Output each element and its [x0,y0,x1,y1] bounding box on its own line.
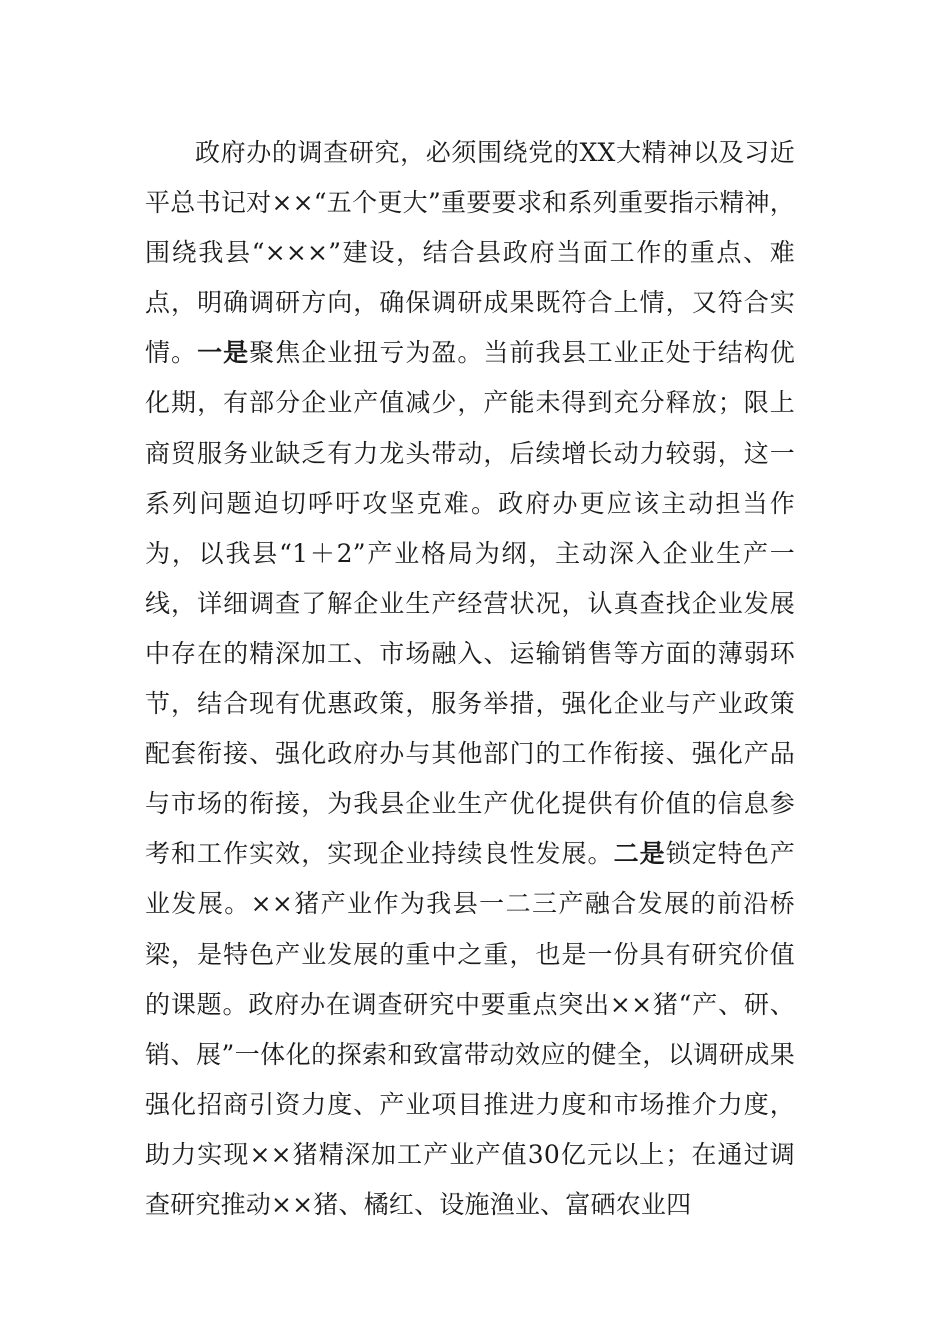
point-two-text: 锁定特色产业发展。××猪产业作为我县一二三产融合发展的前沿桥梁，是特色产业发展的重中之重，也是一份具有研究价值的课题。政府办在调查研究中要重点突出××猪“产、研、销、展”一体化的探索和致富带动效应的健全，以调研成果强化招商引资力度、产业项目推进力度和市场推介力度，助力实现××猪精深加工产业产值30亿元以上；在通过调查研究推动××猪、橘红、设施渔业、富硒农业四 [145,839,796,1219]
point-two-marker: 二是 [613,839,666,869]
body-paragraph [145,128,795,1230]
point-one-text: 聚焦企业扭亏为盈。当前我县工业正处于结构优化期，有部分企业产值减少，产能未得到充分释放；限上商贸服务业缺乏有力龙头带动，后续增长动力较弱，这一系列问题迫切呼吁攻坚克难。政府办更应该主动担当作为，以我县“1＋2”产业格局为纲，主动深入企业生产一线，详细调查了解企业生产经营状况，认真查找企业发展中存在的精深加工、市场融入、运输销售等方面的薄弱环节，结合现有优惠政策，服务举措，强化企业与产业政策配套衔接、强化政府办与其他部门的工作衔接、强化产品与市场的衔接，为我县企业生产优化提供有价值的信息参考和工作实效，实现企业持续良性发展。 [145,338,796,869]
paragraph-intro-text: 政府办的调查研究，必须围绕党的XX大精神以及习近平总书记对××“五个更大”重要要求和系列重要指示精神，围绕我县“×××”建设，结合县政府当面工作的重点、难点，明确调研方向，确保调研成果既符合上情，又符合实情。 [145,138,795,368]
point-one-marker: 一是 [197,338,250,368]
